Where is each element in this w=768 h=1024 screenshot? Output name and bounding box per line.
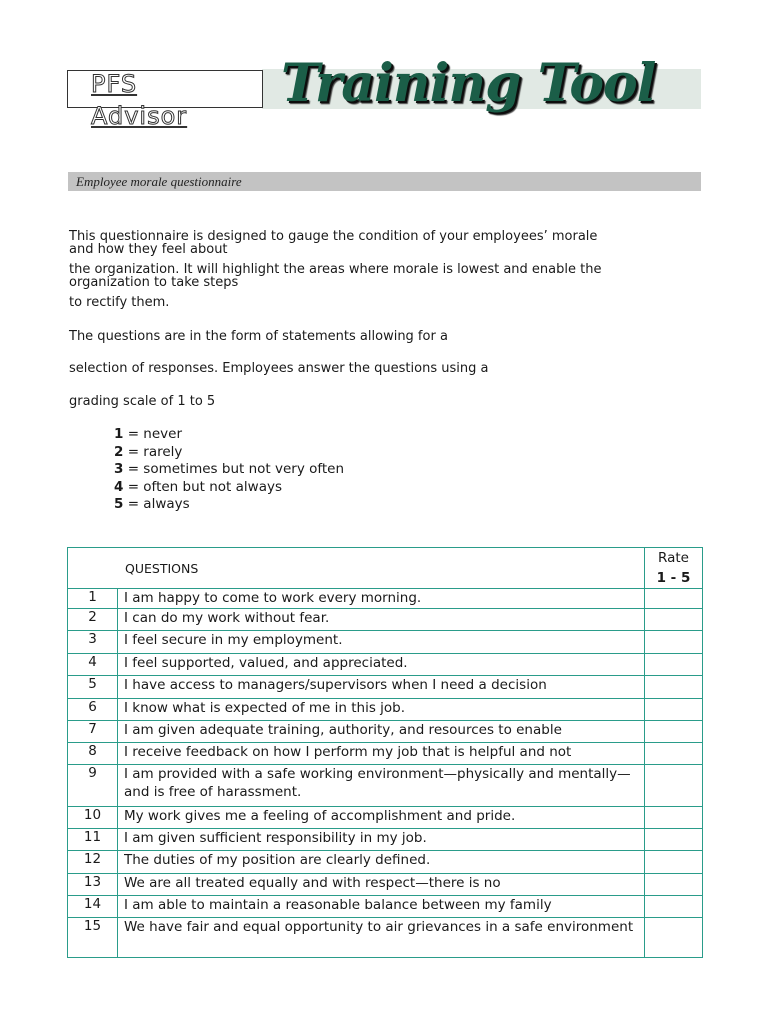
header-rate-line1: Rate (658, 550, 689, 566)
description-line: grading scale of 1 to 5 (69, 394, 216, 409)
question-text: I am able to maintain a reasonable balance between my family (118, 896, 645, 918)
question-number: 8 (68, 743, 118, 765)
question-text: I know what is expected of me in this job. (118, 699, 645, 721)
table-row (68, 589, 703, 609)
question-number: 6 (68, 699, 118, 721)
table-row (68, 699, 703, 721)
question-number: 2 (68, 609, 118, 631)
table-row (68, 765, 703, 807)
question-number: 11 (68, 829, 118, 851)
header-rate (645, 548, 703, 589)
section-label: Employee morale questionnaire (76, 174, 242, 189)
rating-cell[interactable] (645, 631, 703, 654)
rating-cell[interactable] (645, 874, 703, 896)
table-row (68, 829, 703, 851)
rating-cell[interactable] (645, 676, 703, 699)
question-number: 10 (68, 807, 118, 829)
table-row (68, 896, 703, 918)
rating-cell[interactable] (645, 721, 703, 743)
table-row (68, 631, 703, 654)
question-text: I am given sufficient responsibility in my job. (118, 829, 645, 851)
rating-cell[interactable] (645, 851, 703, 874)
table-row (68, 676, 703, 699)
question-text: I feel secure in my employment. (118, 631, 645, 654)
question-text: I receive feedback on how I perform my job that is helpful and not (118, 743, 645, 765)
rating-cell[interactable] (645, 918, 703, 958)
question-text: I have access to managers/supervisors when I need a decision (118, 676, 645, 699)
grading-scale (114, 426, 344, 514)
logo-text-pfs: PFS (91, 70, 138, 98)
intro-line: organization to take steps (69, 275, 239, 290)
table-row (68, 654, 703, 676)
questions-table (67, 547, 703, 958)
scale-item: 4 = often but not always (114, 478, 282, 495)
scale-item: 5 = always (114, 496, 190, 512)
intro-line: to rectify them. (69, 295, 170, 310)
description-line: The questions are in the form of statements allowing for a (69, 329, 448, 344)
question-text: I am happy to come to work every morning. (118, 589, 645, 609)
rating-cell[interactable] (645, 896, 703, 918)
question-number: 9 (68, 765, 118, 807)
page-title: Training Tool (281, 53, 656, 114)
table-row (68, 918, 703, 958)
question-number: 4 (68, 654, 118, 676)
intro-line: the organization. It will highlight the areas where morale is lowest and enable the (69, 262, 602, 277)
table-row (68, 874, 703, 896)
intro-line: and how they feel about (69, 242, 228, 257)
question-number: 15 (68, 918, 118, 958)
description-line: selection of responses. Employees answer the questions using a (69, 361, 489, 376)
table-row (68, 743, 703, 765)
rating-cell[interactable] (645, 743, 703, 765)
table-row (68, 609, 703, 631)
question-text: I am provided with a safe working environment—physically and mentally—and is free of harassment. (118, 765, 645, 807)
rating-cell[interactable] (645, 654, 703, 676)
question-text: The duties of my position are clearly defined. (118, 851, 645, 874)
question-number: 12 (68, 851, 118, 874)
rating-cell[interactable] (645, 609, 703, 631)
rating-cell[interactable] (645, 699, 703, 721)
scale-item: 2 = rarely (114, 443, 183, 460)
logo-text-advisor: Advisor (91, 102, 188, 130)
question-number: 14 (68, 896, 118, 918)
rating-cell[interactable] (645, 829, 703, 851)
table-row (68, 807, 703, 829)
question-number: 7 (68, 721, 118, 743)
question-text: We have fair and equal opportunity to air grievances in a safe environment (118, 918, 645, 958)
rating-cell[interactable] (645, 807, 703, 829)
scale-item: 1 = never (114, 426, 183, 442)
question-text: I am given adequate training, authority, and resources to enable (118, 721, 645, 743)
rating-cell[interactable] (645, 589, 703, 609)
question-number: 5 (68, 676, 118, 699)
table-header-row (68, 548, 703, 589)
question-text: We are all treated equally and with respect—there is no (118, 874, 645, 896)
header-rate-line2: 1 - 5 (656, 570, 691, 586)
question-number: 1 (68, 589, 118, 609)
question-text: My work gives me a feeling of accomplishment and pride. (118, 807, 645, 829)
intro-line: This questionnaire is designed to gauge the condition of your employees’ morale (69, 229, 598, 244)
question-number: 3 (68, 631, 118, 654)
header-questions: QUESTIONS (68, 548, 645, 589)
question-text: I can do my work without fear. (118, 609, 645, 631)
scale-item: 3 = sometimes but not very often (114, 461, 345, 477)
question-number: 13 (68, 874, 118, 896)
question-text: I feel supported, valued, and appreciated. (118, 654, 645, 676)
rating-cell[interactable] (645, 765, 703, 807)
table-row (68, 721, 703, 743)
table-row (68, 851, 703, 874)
